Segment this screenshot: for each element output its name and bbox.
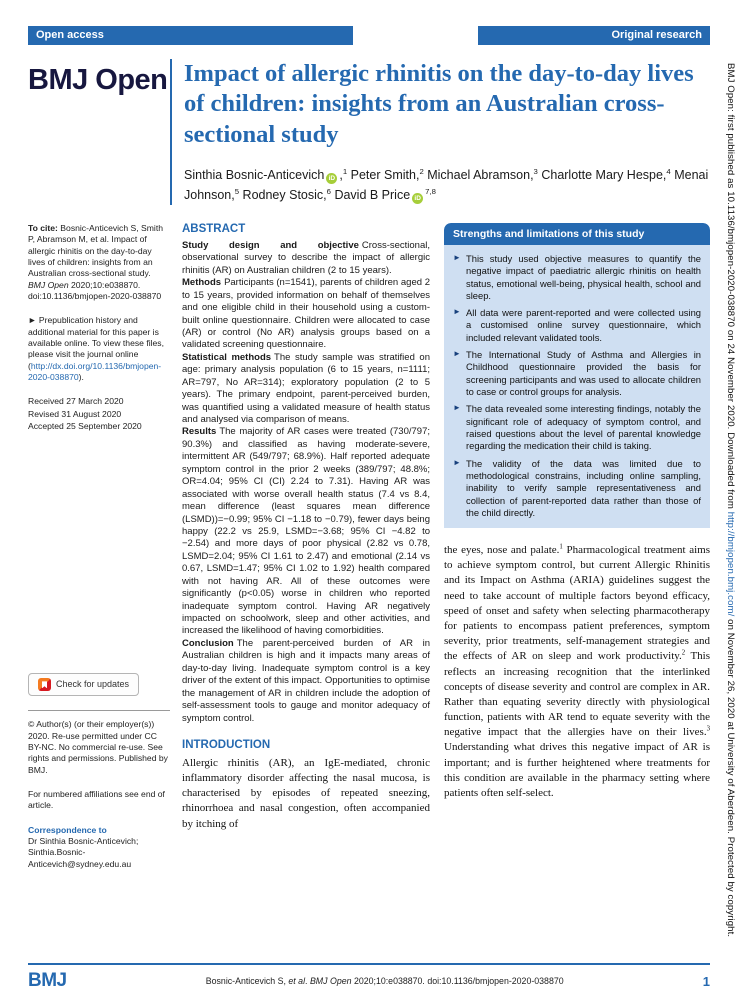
section-text: The parent-perceived burden of AR in Australian children is high and it impacts many areas of day-to-day living. Inadequate symptom control is a key driver of the extent of this impact. Opportunities to optimise the management of AR in children include the adoption of self-assessment tools to gauge and monitor adequacy of symptom control.	[182, 637, 430, 724]
correspondence-block	[28, 825, 170, 870]
cite-journal: BMJ Open	[28, 279, 69, 290]
intro-paragraph-col2	[444, 543, 710, 801]
footer-citation-journal: BMJ Open	[309, 976, 352, 986]
strength-text: All data were parent-reported and were collected using a customised online survey questionnaire, which included relevant validated tools.	[466, 307, 701, 343]
footer-citation-authors: Bosnic-Anticevich S,	[205, 976, 289, 986]
reference-number[interactable]: 3	[706, 725, 710, 733]
author-affiliation-number: 4	[666, 166, 671, 176]
author-separator: ,	[530, 168, 534, 183]
arrow-bullet-icon: ►	[28, 315, 37, 326]
orcid-icon[interactable]	[326, 173, 337, 184]
section-label: Conclusion	[182, 637, 234, 649]
reference-number[interactable]: 1	[559, 543, 563, 551]
reference-number[interactable]: 2	[681, 649, 686, 657]
strength-text: The data revealed some interesting findings, notably the significant role of adequacy of symptom control, and raised questions about the level of parental knowledge regarding the medication their child is taking.	[466, 403, 701, 452]
prepub-suffix: ).	[78, 372, 84, 382]
accepted-date: Accepted 25 September 2020	[28, 421, 142, 432]
section-label: Statistical methods	[182, 351, 272, 363]
strengths-box	[444, 223, 710, 528]
section-text: Participants (n=1541), parents of children aged 2 to 15 years, provided information on behalf of themselves and one eligible child in their household using a custom-built online questionnaire. Children were allocated to case (AR) or control (No AR) analysis groups based on a validated screening questionnaire.	[182, 277, 430, 351]
author-name	[541, 168, 670, 182]
correspondence-label: Correspondence to	[28, 824, 107, 835]
footer-citation-rest: 2020;10:e038870. doi:10.1136/bmjopen-2020-038870	[351, 976, 564, 986]
bmj-logo: BMJ	[28, 970, 67, 991]
strength-item	[453, 349, 701, 398]
author-name	[427, 168, 538, 182]
strength-item	[453, 403, 701, 452]
author-text: Rodney Stosic	[242, 187, 324, 202]
title-cell	[170, 59, 710, 205]
author-name	[334, 188, 436, 202]
intro-text: This reflects an increasing recognition that the interlinked concepts of disease severity and control are complex in AR. Rather than equating severity directly with physiological function, patients with AR tend to equate severity with the negative impact that the allergies have on their lives.	[444, 650, 710, 739]
author-affiliation-number: 1	[342, 166, 348, 176]
original-research-banner: Original research	[478, 26, 710, 45]
abstract-section	[182, 352, 430, 427]
copyright-text-part1: BMJ Open: first published as 10.1136/bmjopen-2020-038870 on 24 November 2020. Downloaded from	[725, 62, 736, 512]
prepub-text: Prepublication history and additional material for this paper is available online. To view these files, please visit the journal online (	[28, 315, 164, 371]
cite-text: Bosnic-Anticevich S, Smith P, Abramson M, et al. Impact of allergic rhinitis on the day-to-day lives of children: insights from an Australian cross-sectional study.	[28, 222, 163, 279]
strength-item	[453, 458, 701, 520]
masthead	[28, 26, 710, 45]
article-columns	[28, 223, 710, 925]
arrow-bullet-icon: ►	[453, 349, 461, 359]
section-text: The majority of AR cases were treated (730/797; 90.3%) and classified as having moderate-severe, intermittent AR (549/797; 68.9%). Half reported adequate symptom control in the prior 2 weeks (389/797; 48.8%; OR=4.04; 95% CI (CI) 2.24 to 7.31). Having AR was associated with worse overall health status (7.4 vs 8.4, mean difference (least squares mean difference (LSMD))=−0.99; 95% CI −1.18 to −0.79), fewer days being happy (22.2 vs 25.9, LSMD=−3.68; 95% CI −4.82 to −2.54) and more days of poor physical (2.82 vs 0.78, LSMD=2.04; 95% CI 1.61 to 2.47) and emotional (2.14 vs 0.67, LSMD=1.47; 95% CI 1.02 to 1.92) health compared with not having AR. All of these outcomes were significantly (p<0.05) worse in children who reported inadequate symptom control. Having AR negatively impacted on schoolwork, sleep and other activities, and increased the likelihood of having comorbidities.	[182, 426, 430, 637]
title-block	[28, 59, 710, 205]
revised-date: Revised 31 August 2020	[28, 408, 122, 419]
section-label: Methods	[182, 277, 222, 289]
copyright-text-part2: on November 26, 2020 at University of Aberdeen. Protected by copyright.	[725, 616, 736, 938]
abstract-section	[182, 277, 430, 352]
author-affiliation-number: 2	[419, 166, 424, 176]
author-separator: ,	[323, 187, 327, 202]
prepublication-note	[28, 315, 170, 383]
author-affiliation-number: 5	[234, 186, 240, 196]
section-text: The study sample was stratified on age: primary analysis population (6 to 15 years, n=1111; AR=797, No AR=314); exploratory population (2 to 5 years). The primary endpoint, parent-perceived burden, was quantified using a validated measure of health status and analysed via comparison of means.	[182, 351, 430, 425]
copyright-notice: © Author(s) (or their employer(s)) 2020. Re-use permitted under CC BY-NC. No commercial re-use. See rights and permissions. Published by BMJ.	[28, 710, 170, 776]
cite-rest: 2020;10:e038870. doi:10.1136/bmjopen-2020-038870	[28, 279, 162, 301]
strength-text: The validity of the data was limited due to methodological constrains, including online sampling, inability to verify sample representativeness and collection of parent-reported data rather than those of the child directly.	[466, 457, 701, 518]
section-text: Cross-sectional, observational survey to describe the impact of allergic rhinitis (AR) on Australian children (2 to 15 years).	[182, 239, 430, 276]
strengths-heading: Strengths and limitations of this study	[444, 223, 710, 245]
orcid-icon[interactable]	[412, 193, 423, 204]
author-affiliation-number: 6	[326, 186, 331, 196]
strength-text: The International Study of Asthma and Allergies in Childhood questionnaire provided the basis for screening participants and was used to allocate children to case or control groups for analysis.	[466, 349, 701, 397]
author-text: Sinthia Bosnic-Anticevich	[184, 168, 325, 183]
author-separator: ,	[339, 168, 343, 183]
author-text: Menai Johnson	[184, 168, 709, 202]
history-dates	[28, 396, 170, 432]
author-affiliation-number: 3	[533, 166, 538, 176]
author-list	[184, 166, 710, 205]
page-content	[28, 26, 710, 925]
affiliations-note: For numbered affiliations see end of article.	[28, 789, 165, 811]
vertical-copyright-text	[710, 0, 750, 1000]
author-name	[351, 168, 424, 182]
author-name	[243, 188, 331, 202]
article-title: Impact of allergic rhinitis on the day-to-day lives of children: insights from an Australian cross-sectional study	[184, 60, 694, 148]
author-text: Michael Abramson	[427, 168, 531, 183]
strengths-body	[444, 245, 710, 528]
strengths-column	[444, 223, 710, 925]
intro-text: Understanding what drives this negative impact of AR is important; and is further heightened where treatments for this condition are available in the pharmacy setting where patients often self-select.	[444, 741, 710, 799]
cite-label: To cite:	[28, 222, 58, 233]
intro-text: the eyes, nose and palate.	[444, 544, 560, 557]
open-access-banner: Open access	[28, 26, 353, 45]
section-label: Results	[182, 426, 217, 438]
prepub-doi-link[interactable]: http://dx.doi.org/10.1136/bmjopen-2020-038870	[28, 360, 162, 382]
metadata-sidebar	[28, 223, 170, 925]
intro-paragraph-col1: Allergic rhinitis (AR), an IgE-mediated, chronic inflammatory disorder affecting the nasal mucosa, is characterised by episodes of repeated sneezing, rhinorrhoea and nasal congestion, often accompanied by itching of	[182, 756, 430, 830]
arrow-bullet-icon: ►	[453, 403, 461, 413]
crossmark-icon	[38, 678, 51, 691]
arrow-bullet-icon: ►	[453, 307, 461, 317]
bmj-open-logo: BMJ Open	[28, 64, 168, 96]
arrow-bullet-icon: ►	[453, 252, 461, 262]
author-text: Charlotte Mary Hespe	[541, 168, 663, 183]
page-number: 1	[702, 973, 710, 989]
introduction-section	[182, 739, 430, 832]
arrow-bullet-icon: ►	[453, 457, 461, 467]
footer-citation-dot: .	[305, 976, 310, 986]
logo-cell	[28, 59, 170, 205]
strength-item	[453, 307, 701, 344]
bmjopen-url-link[interactable]: http://bmjopen.bmj.com/	[725, 511, 736, 617]
correspondence-details[interactable]: Dr Sinthia Bosnic-Anticevich; Sinthia.Bosnic-Anticevich@sydney.edu.au	[28, 836, 139, 869]
section-label: Study design and objective	[182, 239, 359, 251]
strengths-list	[453, 253, 701, 519]
page-footer	[28, 963, 710, 992]
abstract-column	[182, 223, 430, 925]
strength-item	[453, 253, 701, 302]
footer-citation	[67, 976, 703, 986]
intro-text: Pharmacological treatment aims to achieve symptom control, but current Allergic Rhinitis and its Impact on Asthma (ARIA) guidelines suggest the need to take account of multiple factors beyond efficacy, speed of onset and safety when selecting pharmacotherapy for patients to encompass patient preferences, symptom severity, prior treatments, self-management strategies and the effects of AR on sleep and work productivity.	[444, 544, 710, 663]
author-name	[184, 168, 347, 182]
author-separator: ,	[231, 187, 235, 202]
introduction-heading: INTRODUCTION	[182, 738, 271, 751]
author-text: Peter Smith	[350, 168, 416, 183]
abstract-section	[182, 240, 430, 277]
strength-text: This study used objective measures to quantify the negative impact of paediatric allergic rhinitis on health status, emotional well-being, physical health, school and sleep.	[466, 252, 701, 301]
abstract-section	[182, 638, 430, 725]
received-date: Received 27 March 2020	[28, 396, 124, 407]
cite-block	[28, 223, 170, 302]
abstract-section	[182, 426, 430, 637]
check-for-updates-button[interactable]	[28, 673, 139, 696]
author-separator: ,	[662, 168, 667, 183]
author-text: David B Price	[334, 187, 411, 202]
check-updates-label: Check for updates	[56, 678, 130, 689]
footer-citation-etal: et al	[288, 976, 306, 986]
author-separator: ,	[415, 168, 420, 183]
author-affiliation-number: 7,8	[425, 186, 436, 196]
abstract-heading: ABSTRACT	[182, 222, 246, 235]
